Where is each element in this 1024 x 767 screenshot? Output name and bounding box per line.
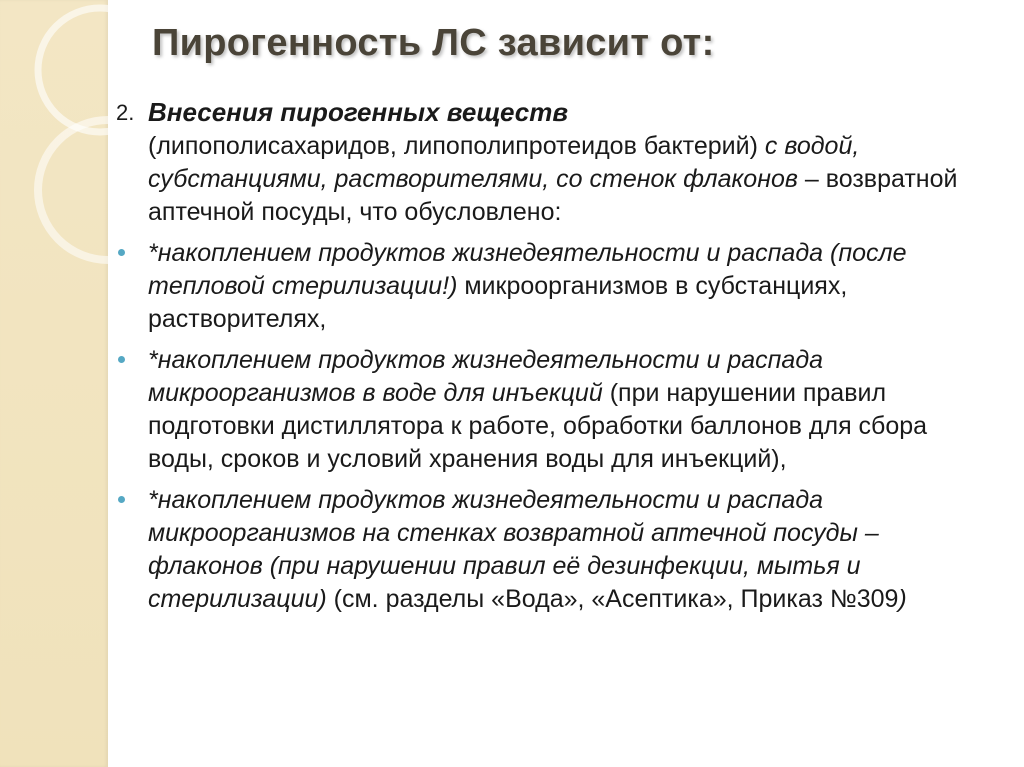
intro-text-tail: – возвратной аптечной посуды, что обусловлено: bbox=[148, 165, 958, 226]
bullet-text-italic-2: (при нарушении правил её дезинфекции, мытья и стерилизации) bbox=[148, 552, 861, 613]
list-item bbox=[116, 237, 996, 336]
page-title: Пирогенность ЛС зависит от: bbox=[152, 22, 715, 64]
slide-content bbox=[116, 96, 996, 624]
list-item bbox=[116, 484, 996, 616]
bullet-dot-icon bbox=[118, 496, 125, 503]
bullet-text-normal: (при нарушении правил подготовки дистиллятора к работе, обработки баллонов для сбора воды, сроков и условий хранения воды для инъекций), bbox=[148, 379, 928, 473]
intro-paragraph bbox=[116, 96, 996, 229]
bullet-dot-icon bbox=[118, 356, 125, 363]
bullet-text-italic: *накоплением продуктов жизнедеятельности и распада микроорганизмов в воде для инъекций bbox=[148, 346, 824, 407]
intro-text-normal: (липополисахаридов, липополипротеидов бактерий) bbox=[148, 132, 758, 160]
bullet-text-italic: *накоплением продуктов жизнедеятельности и распада микроорганизмов на стенках возвратной аптечной посуды – флаконов bbox=[148, 486, 879, 580]
bullet-text-normal: микроорганизмов в субстанциях, растворителях, bbox=[148, 272, 848, 333]
decorative-side-panel bbox=[0, 0, 108, 767]
bullet-text-normal: (см. разделы «Вода», «Асептика», Приказ №309 bbox=[333, 585, 899, 613]
bullet-text-italic: *накоплением продуктов жизнедеятельности и распада (после тепловой стерилизации!) bbox=[148, 239, 907, 300]
intro-text-italic: с водой, субстанциями, растворителями, со стенок флаконов bbox=[148, 132, 860, 193]
intro-heading: Внесения пирогенных веществ bbox=[148, 97, 569, 127]
list-item bbox=[116, 344, 996, 476]
item-number: 2. bbox=[116, 100, 135, 125]
bullet-text-closing: ) bbox=[898, 585, 907, 613]
bullet-dot-icon bbox=[118, 249, 125, 256]
